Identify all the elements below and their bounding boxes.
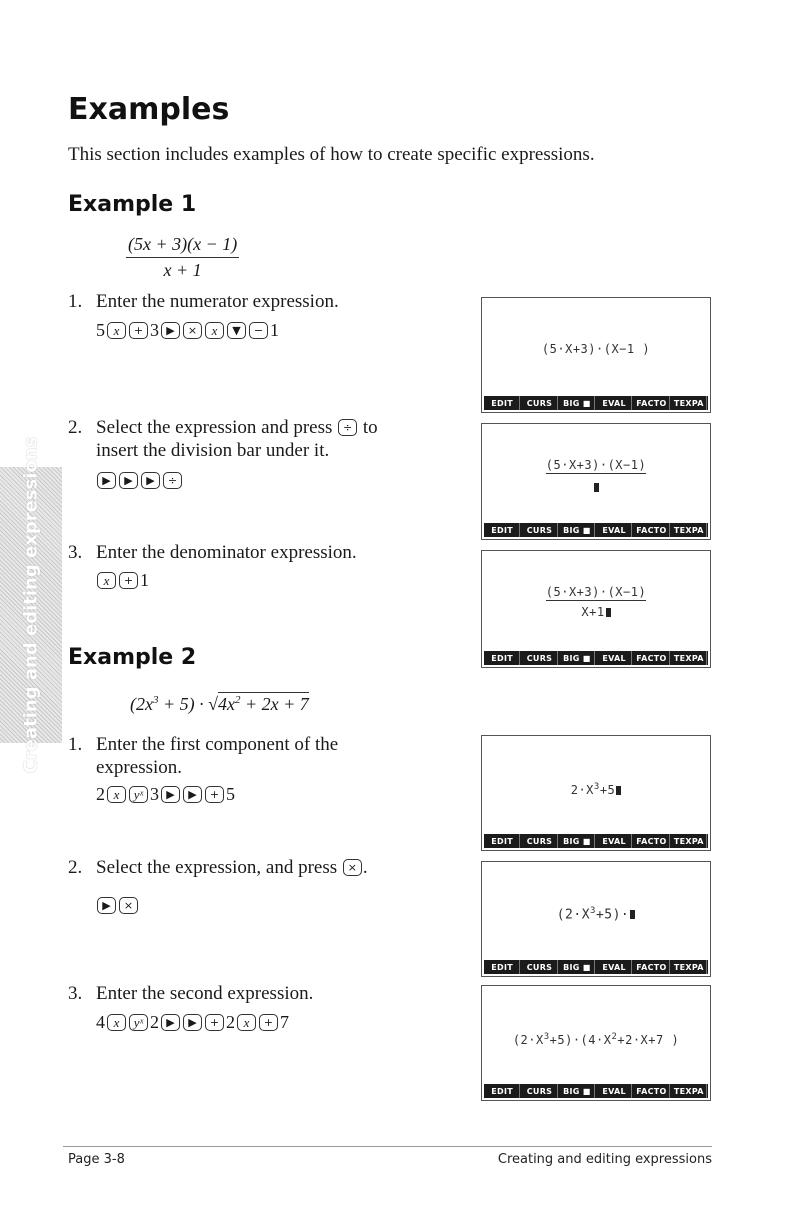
menu-edit[interactable]: EDIT: [485, 396, 520, 410]
screen-denominator: X+1: [482, 605, 710, 619]
menu-texpa[interactable]: TEXPA: [672, 834, 707, 848]
menu-big[interactable]: BIG ■: [560, 523, 595, 537]
minus-key[interactable]: −: [249, 322, 268, 339]
menu-eval[interactable]: EVAL: [597, 1084, 632, 1098]
calc-screen-5: [481, 861, 711, 977]
menu-edit[interactable]: EDIT: [485, 523, 520, 537]
footer-chapter: Creating and editing expressions: [497, 1152, 712, 1167]
x-key[interactable]: x: [205, 322, 224, 339]
cursor-icon: [630, 910, 635, 919]
plus-key[interactable]: +: [259, 1014, 278, 1031]
divide-key[interactable]: ÷: [163, 472, 182, 489]
menu-facto[interactable]: FACTO: [634, 1084, 669, 1098]
softkey-menu: [484, 1084, 708, 1098]
chapter-side-tab: [0, 436, 62, 774]
example1-keys3: x + 1: [96, 570, 149, 591]
footer-rule: [63, 1146, 712, 1147]
power-key[interactable]: yˣ: [129, 786, 148, 803]
menu-texpa[interactable]: TEXPA: [672, 651, 707, 665]
page-number: Page 3-8: [68, 1152, 125, 1167]
menu-edit[interactable]: EDIT: [485, 1084, 520, 1098]
example1-heading: Example 1: [68, 192, 197, 217]
right-arrow-key[interactable]: ▶: [161, 786, 180, 803]
multiply-key[interactable]: ×: [183, 322, 202, 339]
softkey-menu: [484, 834, 708, 848]
plus-key[interactable]: +: [205, 786, 224, 803]
example2-keys3: 4 x yˣ 2 ▶ ▶ + 2 x + 7: [96, 1012, 289, 1032]
example2-step3: 3. Enter the second expression.: [68, 983, 314, 1004]
menu-facto[interactable]: FACTO: [634, 960, 669, 974]
right-arrow-key[interactable]: ▶: [161, 322, 180, 339]
example2-heading: Example 2: [68, 645, 197, 670]
menu-curs[interactable]: CURS: [522, 523, 557, 537]
menu-edit[interactable]: EDIT: [485, 651, 520, 665]
menu-big[interactable]: BIG ■: [560, 960, 595, 974]
menu-curs[interactable]: CURS: [522, 960, 557, 974]
menu-edit[interactable]: EDIT: [485, 834, 520, 848]
menu-eval[interactable]: EVAL: [597, 523, 632, 537]
cursor-icon: [594, 483, 599, 492]
x-key[interactable]: x: [107, 1014, 126, 1031]
screen-expression: $(2\cdot X^3+5)\cdot$: [482, 906, 710, 922]
calc-screen-1: [481, 297, 711, 413]
x-key[interactable]: x: [107, 786, 126, 803]
menu-eval[interactable]: EVAL: [597, 396, 632, 410]
formula-numerator: (5x + 3)(x − 1): [126, 234, 239, 258]
menu-texpa[interactable]: TEXPA: [672, 960, 707, 974]
menu-edit[interactable]: EDIT: [485, 960, 520, 974]
menu-curs[interactable]: CURS: [522, 651, 557, 665]
calc-screen-3: [481, 550, 711, 668]
power-key[interactable]: yˣ: [129, 1014, 148, 1031]
softkey-menu: [484, 960, 708, 974]
softkey-menu: [484, 651, 708, 665]
menu-curs[interactable]: CURS: [522, 1084, 557, 1098]
menu-curs[interactable]: CURS: [522, 834, 557, 848]
calc-screen-4: [481, 735, 711, 851]
down-arrow-key[interactable]: ▼: [227, 322, 246, 339]
screen-expression: $2\cdot X^3+5$: [482, 782, 710, 797]
example1-keys2: [96, 472, 183, 489]
menu-big[interactable]: BIG ■: [560, 651, 595, 665]
screen-expression: (5·X+3)·(X−1): [545, 458, 647, 472]
menu-eval[interactable]: EVAL: [597, 651, 632, 665]
side-tab-label: Creating and editing expressions: [20, 436, 42, 774]
menu-texpa[interactable]: TEXPA: [672, 396, 707, 410]
sqrt-radicand: $4x^2 + 2x + 7$: [218, 694, 309, 714]
screen-cursor: [482, 480, 710, 495]
plus-key[interactable]: +: [119, 572, 138, 589]
example2-step2: 2. Select the expression, and press × .: [68, 857, 368, 878]
menu-big[interactable]: BIG ■: [560, 396, 595, 410]
menu-facto[interactable]: FACTO: [634, 834, 669, 848]
divide-key[interactable]: ÷: [338, 419, 357, 436]
intro-text: This section includes examples of how to create specific expressions.: [68, 144, 595, 165]
menu-big[interactable]: BIG ■: [560, 834, 595, 848]
sqrt-symbol: √: [208, 694, 219, 714]
plus-key[interactable]: +: [129, 322, 148, 339]
menu-facto[interactable]: FACTO: [634, 396, 669, 410]
softkey-menu: [484, 396, 708, 410]
example1-keys1: 5 x + 3 ▶ × x ▼ − 1: [96, 320, 279, 340]
menu-facto[interactable]: FACTO: [634, 523, 669, 537]
x-key[interactable]: x: [97, 572, 116, 589]
right-arrow-key[interactable]: ▶: [97, 897, 116, 914]
menu-big[interactable]: BIG ■: [560, 1084, 595, 1098]
menu-texpa[interactable]: TEXPA: [672, 1084, 707, 1098]
example1-step1: 1. Enter the numerator expression.: [68, 291, 339, 312]
calc-screen-6: [481, 985, 711, 1101]
calc-screen-2: [481, 423, 711, 540]
example2-step1: 1. Enter the first component of the expression.: [68, 734, 339, 778]
screen-expression: $(2\cdot X^3+5)\cdot(4\cdot X^2+2\cdot X+7$ ): [512, 1032, 680, 1047]
cursor-icon: [606, 608, 611, 617]
x-key[interactable]: x: [107, 322, 126, 339]
example2-formula: $(2x^3 + 5) \cdot √4x^2 + 2x + 7$: [130, 694, 309, 714]
softkey-menu: [484, 523, 708, 537]
example2-keys1: 2 x yˣ 3 ▶ ▶ + 5: [96, 784, 235, 804]
example1-formula: [126, 234, 239, 281]
right-arrow-key[interactable]: ▶: [97, 472, 116, 489]
cursor-icon: [616, 786, 621, 795]
right-arrow-key[interactable]: ▶: [119, 472, 138, 489]
example1-step3: 3. Enter the denominator expression.: [68, 542, 357, 563]
page-title: Examples: [68, 92, 230, 127]
example1-step2: 2. Select the expression and press ÷ to insert the division bar under it.: [68, 417, 378, 461]
right-arrow-key[interactable]: ▶: [183, 786, 202, 803]
formula-denominator: x + 1: [163, 260, 202, 280]
menu-facto[interactable]: FACTO: [634, 651, 669, 665]
example2-keys2: [96, 897, 139, 914]
menu-curs[interactable]: CURS: [522, 396, 557, 410]
x-key[interactable]: x: [237, 1014, 256, 1031]
right-arrow-key[interactable]: ▶: [161, 1014, 180, 1031]
multiply-key[interactable]: ×: [343, 859, 362, 876]
menu-texpa[interactable]: TEXPA: [672, 523, 707, 537]
menu-eval[interactable]: EVAL: [597, 960, 632, 974]
screen-expression: (5·X+3)·(X−1 ): [541, 342, 651, 356]
menu-eval[interactable]: EVAL: [597, 834, 632, 848]
right-arrow-key[interactable]: ▶: [183, 1014, 202, 1031]
plus-key[interactable]: +: [205, 1014, 224, 1031]
right-arrow-key[interactable]: ▶: [141, 472, 160, 489]
multiply-key[interactable]: ×: [119, 897, 138, 914]
screen-expression: (5·X+3)·(X−1): [545, 585, 647, 599]
